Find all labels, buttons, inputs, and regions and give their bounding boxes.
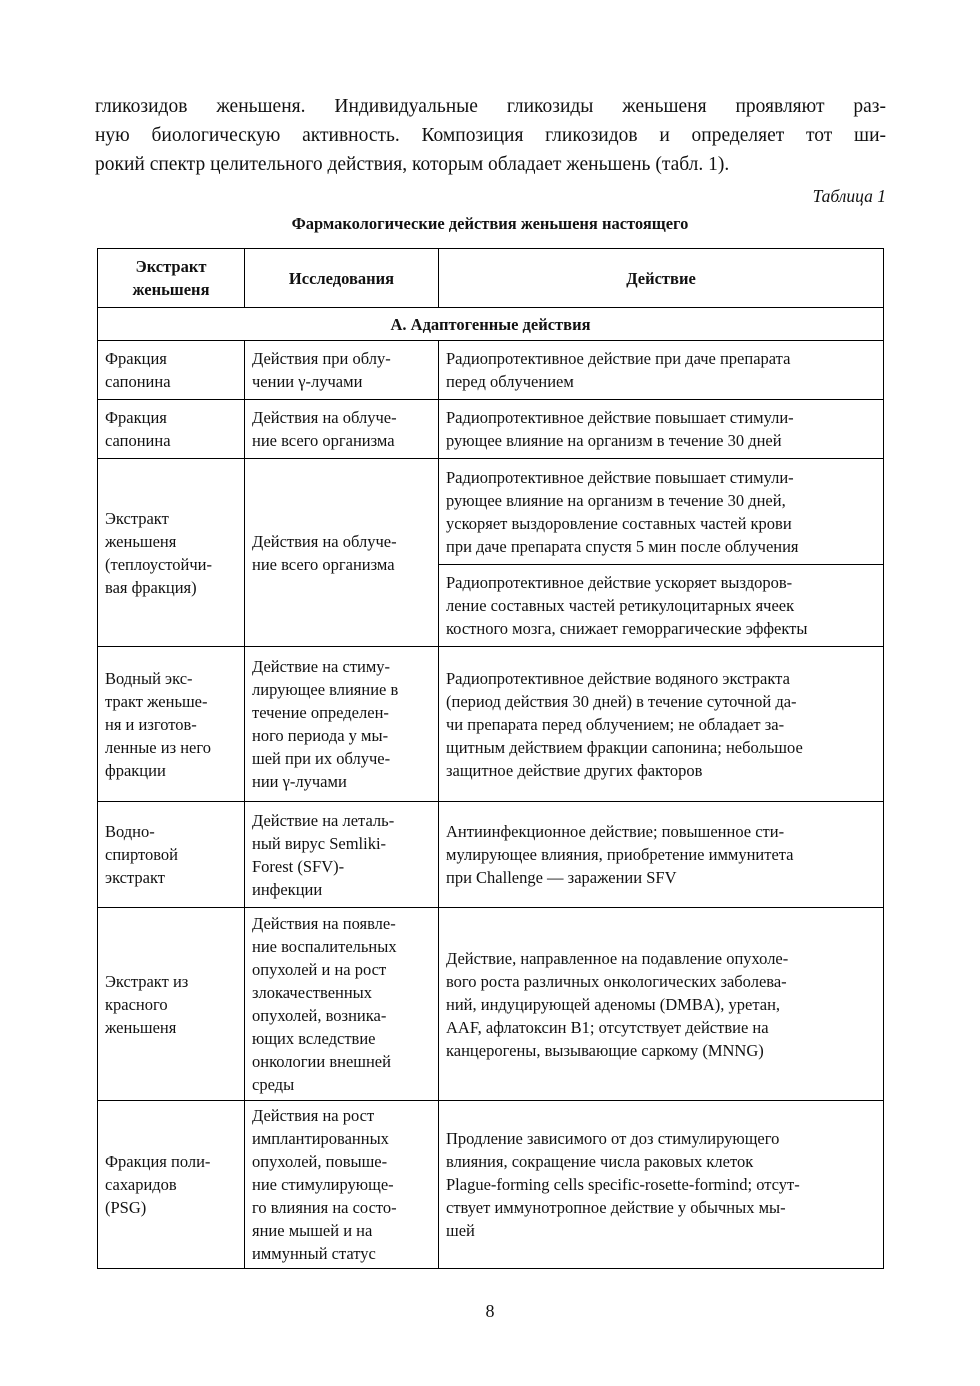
cell-research: Действия на облуче- ние всего организма	[245, 400, 439, 459]
pharmacology-table	[97, 248, 884, 1269]
table-row	[98, 647, 884, 802]
cell-action: Действие, направленное на подавление опухоле- вого роста различных онкологических заболева- ний, индуцирующей аденомы (DMBA), уретан, AAF, афлатоксин B1; отсутствует действие на канцерогены, вызывающие саркому (MNNG)	[439, 908, 884, 1101]
table-row	[98, 341, 884, 400]
cell-extract: Экстракт женьшеня (теплоустойчи- вая фракция)	[98, 459, 245, 647]
table-row	[98, 1101, 884, 1269]
cell-action: Радиопротективное действие повышает стимули- рующее влияние на организм в течение 30 дней	[439, 400, 884, 459]
intro-line: ную биологическую активность. Композиция гликозидов и определяет тот ши-	[95, 125, 886, 146]
cell-extract: Экстракт из красного женьшеня	[98, 908, 245, 1101]
page-number: 8	[485, 1301, 495, 1321]
cell-action: Антиинфекционное действие; повышенное сти- мулирующее влияния, приобретение иммунитета при Challenge — заражении SFV	[439, 802, 884, 908]
cell-extract: Фракция сапонина	[98, 341, 245, 400]
table-row	[98, 400, 884, 459]
table-caption: Таблица 1	[812, 186, 886, 206]
cell-research: Действия на появле- ние воспалительных опухолей и на рост злокачественных опухолей, возника- ющих вследствие онкологии внешней среды	[245, 908, 439, 1101]
cell-action: Продление зависимого от доз стимулирующего влияния, сокращение числа раковых клеток Plague-forming cells specific-rosette-formind; отсут- ствует иммунотропное действие у обычных мы- шей	[439, 1101, 884, 1269]
cell-action: Радиопротективное действие ускоряет выздоров- ление составных частей ретикулоцитарных ячеек костного мозга, снижает геморрагические эффекты	[439, 565, 884, 647]
intro-paragraph	[95, 92, 886, 179]
header-extract: Экстракт женьшеня	[98, 249, 245, 308]
cell-research: Действия на облуче- ние всего организма	[245, 459, 439, 647]
header-action: Действие	[439, 249, 884, 308]
cell-extract: Фракция сапонина	[98, 400, 245, 459]
cell-research: Действие на леталь- ный вирус Semliki- Forest (SFV)- инфекции	[245, 802, 439, 908]
table-title: Фармакологические действия женьшеня настоящего	[291, 214, 689, 233]
intro-line: рокий спектр целительного действия, которым обладает женьшень (табл. 1).	[95, 154, 730, 175]
cell-research: Действия при облу- чении γ-лучами	[245, 341, 439, 400]
cell-action: Радиопротективное действие водяного экстракта (период действия 30 дней) в течение суточной да- чи препарата перед облучением; не обладает за- щитным действием фракции сапонина; небольшое защитное действие других факторов	[439, 647, 884, 802]
table-row	[98, 459, 884, 565]
section-a-title: А. Адаптогенные действия	[98, 308, 884, 341]
cell-extract: Водный экс- тракт женьше- ня и изготов- ленные из него фракции	[98, 647, 245, 802]
table-header-row	[98, 249, 884, 308]
cell-action: Радиопротективное действие при даче препарата перед облучением	[439, 341, 884, 400]
table-row	[98, 908, 884, 1101]
header-research: Исследования	[245, 249, 439, 308]
cell-extract: Водно- спиртовой экстракт	[98, 802, 245, 908]
cell-research: Действия на рост имплантированных опухолей, повыше- ние стимулирующе- го влияния на состо- яние мышей и на иммунный статус	[245, 1101, 439, 1269]
section-row	[98, 308, 884, 341]
cell-extract: Фракция поли- сахаридов (PSG)	[98, 1101, 245, 1269]
cell-action: Радиопротективное действие повышает стимули- рующее влияние на организм в течение 30 дней, ускоряет выздоровление составных частей крови при даче препарата спустя 5 мин после облучения	[439, 459, 884, 565]
table-row	[98, 802, 884, 908]
intro-line: гликозидов женьшеня. Индивидуальные гликозиды женьшеня проявляют раз-	[95, 96, 886, 117]
cell-research: Действие на стиму- лирующее влияние в течение определен- ного периода у мы- шей при их облуче- нии γ-лучами	[245, 647, 439, 802]
